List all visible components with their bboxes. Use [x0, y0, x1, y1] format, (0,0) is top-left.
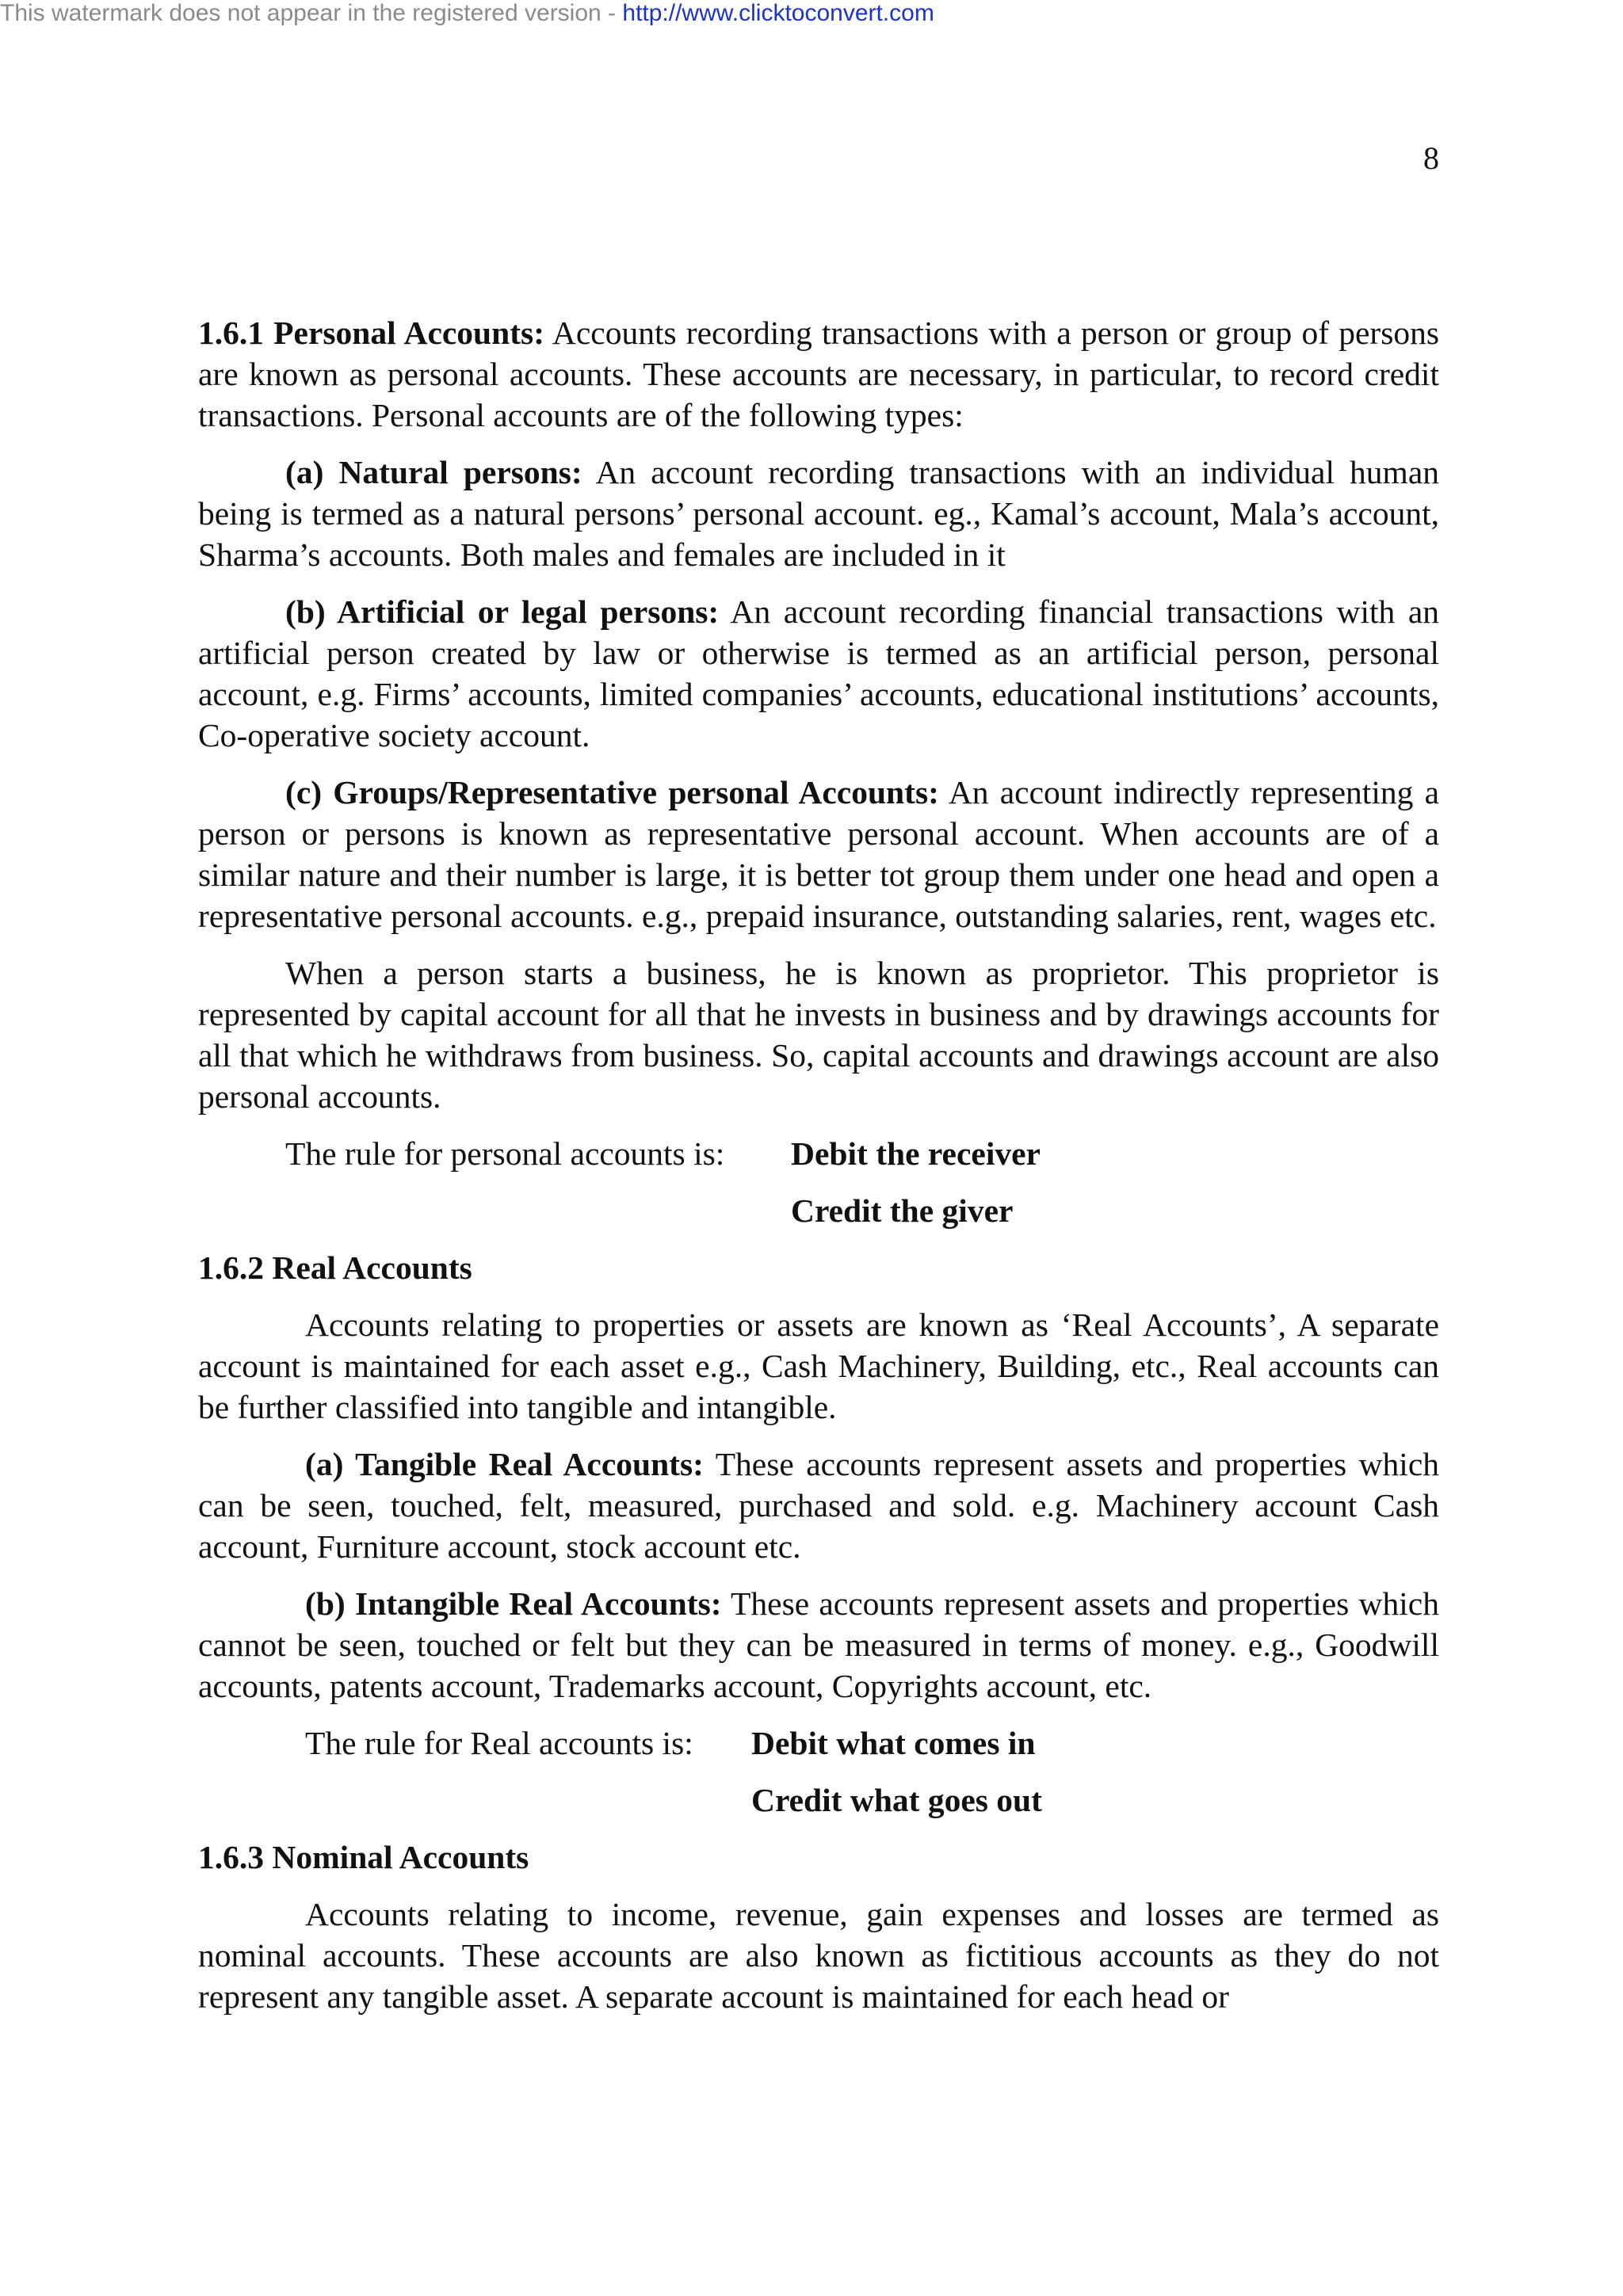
- tangible-paragraph: [198, 1444, 1439, 1567]
- personal-accounts-heading: 1.6.1 Personal Accounts:: [198, 315, 545, 351]
- nominal-accounts-paragraph: Accounts relating to income, revenue, gain expenses and losses are termed as nominal accounts. These accounts are also known as fictitious accounts as they do not represent any tangible asset. A separate account is maintained for each head or: [198, 1896, 1439, 2015]
- nominal-accounts-heading: 1.6.3 Nominal Accounts: [198, 1839, 529, 1875]
- artificial-persons-paragraph: [198, 591, 1439, 756]
- watermark-link[interactable]: http://www.clicktoconvert.com: [622, 0, 934, 26]
- representative-accounts-paragraph: [198, 772, 1439, 936]
- representative-accounts-text: An account indirectly representing a person or persons is known as representative personal account. When accounts are of a similar nature and their number is large, it is better tot group them under one head and open a representative personal accounts. e.g., prepaid insurance, outstanding salaries, rent, wages etc.: [198, 774, 1439, 934]
- real-accounts-paragraph: Accounts relating to properties or assets are known as ‘Real Accounts’, A separate account is maintained for each asset e.g., Cash Machinery, Building, etc., Real accounts can be further classified into tangible and intangible.: [198, 1306, 1439, 1425]
- artificial-persons-text: An account recording financial transactions with an artificial person created by law or otherwise is termed as an artificial person, personal account, e.g. Firms’ accounts, limited companies’ accounts, educational institutions’ accounts, Co-operative society account.: [198, 593, 1439, 753]
- natural-persons-text: An account recording transactions with an individual human being is termed as a natural persons’ personal account. eg., Kamal’s account, Mala’s account, Sharma’s accounts. Both males and females are included in it: [198, 454, 1439, 573]
- page-number: 8: [1423, 140, 1439, 176]
- real-rule-debit: Debit what comes in: [751, 1725, 1036, 1761]
- intangible-text: These accounts represent assets and properties which cannot be seen, touched or felt but they can be measured in terms of money. e.g., Goodwill accounts, patents account, Trademarks account, Copyrights account, etc.: [198, 1585, 1439, 1704]
- personal-rule-row-2: [198, 1190, 1439, 1231]
- personal-accounts-paragraph: [198, 312, 1439, 436]
- page-body: [198, 312, 1439, 2033]
- real-accounts-heading: 1.6.2 Real Accounts: [198, 1249, 472, 1286]
- natural-persons-paragraph: [198, 452, 1439, 575]
- real-rule-label: The rule for Real accounts is:: [305, 1725, 693, 1761]
- natural-persons-heading: (a) Natural persons:: [285, 454, 582, 490]
- intangible-heading: (b) Intangible Real Accounts:: [305, 1585, 722, 1622]
- real-rule-row-2: [198, 1779, 1439, 1821]
- watermark-notice: [0, 0, 934, 27]
- personal-rule-row-1: [198, 1133, 1439, 1174]
- watermark-text: This watermark does not appear in the registered version -: [0, 0, 623, 26]
- real-rule-row-1: [198, 1722, 1439, 1764]
- personal-rule-debit: Debit the receiver: [791, 1135, 1041, 1172]
- intangible-paragraph: [198, 1583, 1439, 1707]
- tangible-text: These accounts represent assets and properties which can be seen, touched, felt, measured, purchased and sold. e.g. Machinery account Cash account, Furniture account, stock account etc.: [198, 1446, 1439, 1565]
- artificial-persons-heading: (b) Artificial or legal persons:: [285, 593, 720, 630]
- tangible-heading: (a) Tangible Real Accounts:: [305, 1446, 704, 1482]
- proprietor-paragraph: When a person starts a business, he is known as proprietor. This proprietor is represented by capital account for all that he invests in business and by drawings accounts for all that which he withdraws from business. So, capital accounts and drawings account are also personal accounts.: [198, 955, 1439, 1115]
- personal-rule-credit: Credit the giver: [791, 1192, 1014, 1229]
- real-rule-credit: Credit what goes out: [751, 1782, 1042, 1818]
- representative-accounts-heading: (c) Groups/Representative personal Accounts:: [285, 774, 939, 810]
- personal-rule-label: The rule for personal accounts is:: [285, 1135, 725, 1172]
- personal-accounts-text: Accounts recording transactions with a person or group of persons are known as personal accounts. These accounts are necessary, in particular, to record credit transactions. Personal accounts are of the following types:: [198, 315, 1439, 433]
